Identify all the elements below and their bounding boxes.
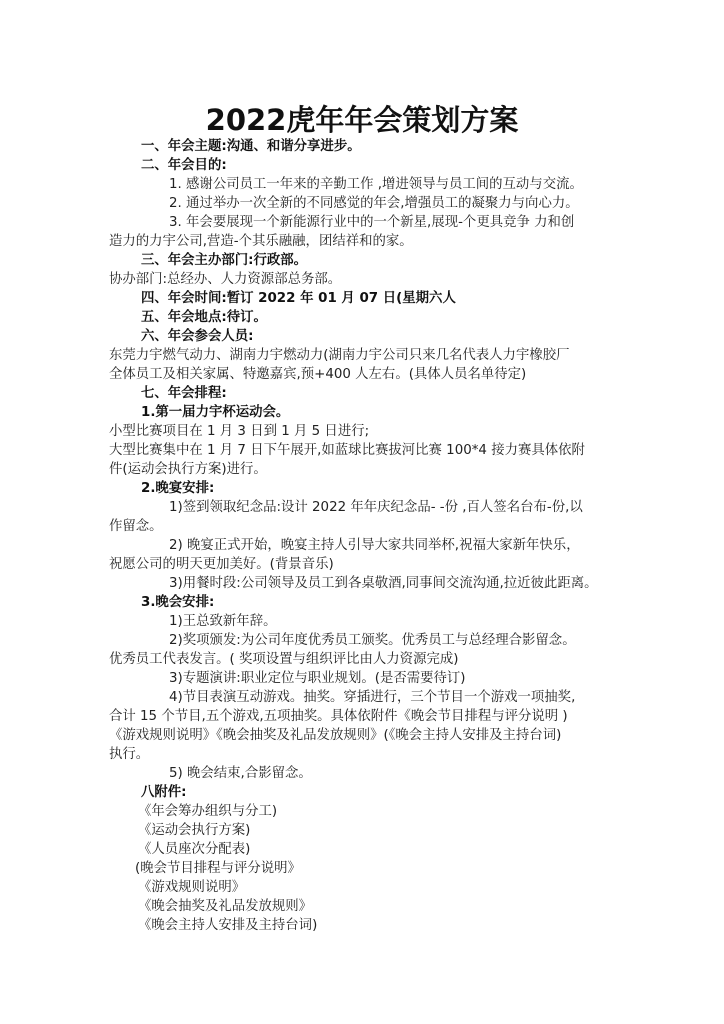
party-item-3: 3)专题演讲:职业定位与职业规划。(是否需要待订) — [169, 671, 466, 686]
purpose-item-3: 3. 年会要展现一个新能源行业中的一个新星,展现-个更具竞争 力和创 — [169, 215, 575, 230]
dinner-item-2: 2) 晚宴正式开始，晚宴主持人引导大家共同举杯,祝福大家新年快乐， — [169, 538, 580, 553]
sports-line-2: 大型比赛集中在 1 月 7 日下午展开,如蓝球比赛拔河比赛 100*4 接力赛具体依附 — [109, 443, 585, 458]
section-organizer: 三、年会主办部门:行政部。 — [141, 253, 308, 268]
purpose-item-1: 1. 感谢公司员工一年来的辛勤工作 ,增进领导与员工间的互动与交流。 — [169, 177, 583, 192]
section-schedule: 七、年会排程: — [141, 386, 227, 401]
schedule-dinner: 2.晚宴安排: — [141, 481, 215, 496]
dinner-item-3: 3)用餐时段:公司领导及员工到各桌敬酒,同事间交流沟通,拉近彼此距离。 — [169, 576, 598, 591]
party-item-1: 1)王总致新年辞。 — [169, 614, 277, 629]
dinner-item-2-cont: 祝愿公司的明天更加美好。(背景音乐) — [109, 557, 334, 572]
party-item-5: 5) 晚会结束,合影留念。 — [169, 766, 312, 781]
attachment-item: 《晚会主持人安排及主持台词) — [138, 918, 318, 933]
attachment-item: 《运动会执行方案) — [138, 823, 251, 838]
attachment-item: (晚会节目排程与评分说明》 — [135, 861, 301, 876]
document-title: 2022虎年年会策划方案 — [205, 103, 519, 137]
attachment-item: 《人员座次分配表) — [138, 842, 251, 857]
section-attachments: 八附件: — [141, 785, 187, 800]
party-item-4-cont-3: 执行。 — [109, 747, 150, 762]
party-item-4-cont-1: 合计 15 个节目,五个游戏,五项抽奖。具体依附件《晚会节目排程与评分说明 ) — [109, 709, 568, 724]
party-item-2: 2)奖项颁发:为公司年度优秀员工颁奖。优秀员工与总经理合影留念。 — [169, 633, 576, 648]
schedule-sports: 1.第一届力宇杯运动会。 — [141, 405, 290, 420]
party-item-4-cont-2: 《游戏规则说明》《晚会抽奖及礼品发放规则》(《晚会主持人安排及主持台词) — [109, 728, 562, 743]
section-theme: 一、年会主题:沟通、和谐分享进步。 — [141, 139, 361, 154]
co-organizer: 协办部门:总经办、人力资源部总务部。 — [109, 272, 342, 287]
dinner-item-1-cont: 作留念。 — [109, 519, 163, 534]
section-attendees: 六、年会参会人员: — [141, 329, 254, 344]
schedule-party: 3.晚会安排: — [141, 595, 215, 610]
attendees-line-1: 东莞力宇燃气动力、湖南力宇燃动力(湖南力宇公司只来几名代表人力宇橡胶厂 — [109, 348, 570, 363]
purpose-item-2: 2. 通过举办一次全新的不同感觉的年会,增强员工的凝聚力与向心力。 — [169, 196, 579, 211]
party-item-4: 4)节目表演互动游戏。抽奖。穿插进行，三个节目一个游戏一项抽奖, — [169, 690, 576, 705]
attachment-item: 《晚会抽奖及礼品发放规则》 — [138, 899, 313, 914]
dinner-item-1: 1)签到领取纪念品:设计 2022 年年庆纪念品- -份 ,百人签名台布-份,以 — [169, 500, 583, 515]
attachment-item: 《年会筹办组织与分工) — [138, 804, 278, 819]
section-time: 四、年会时间:暂订 2022 年 01 月 07 日(星期六人 — [141, 291, 456, 306]
attachment-item: 《游戏规则说明》 — [138, 880, 246, 895]
sports-line-3: 件(运动会执行方案)进行。 — [109, 462, 267, 477]
party-item-2-cont: 优秀员工代表发言。( 奖项设置与组织评比由人力资源完成) — [109, 652, 459, 667]
section-purpose: 二、年会目的: — [141, 158, 227, 173]
section-location: 五、年会地点:待订。 — [141, 310, 267, 325]
attendees-line-2: 全体员工及相关家属、特邀嘉宾,预+400 人左右。(具体人员名单待定) — [109, 367, 527, 382]
purpose-item-3-cont: 造力的力宇公司,营造-个其乐融融，团结祥和的家。 — [109, 234, 413, 249]
sports-line-1: 小型比赛项目在 1 月 3 日到 1 月 5 日进行; — [109, 424, 370, 439]
